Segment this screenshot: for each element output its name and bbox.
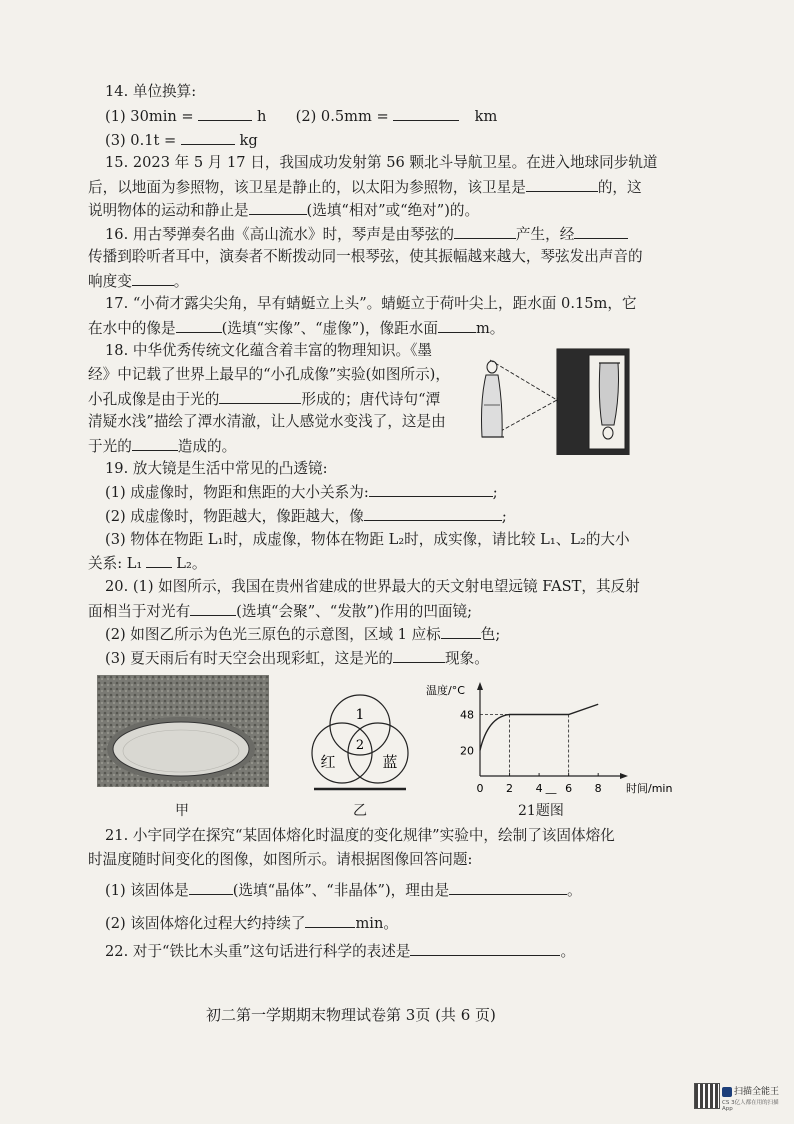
q14-row-2 xyxy=(105,130,258,151)
blank xyxy=(393,106,459,121)
person-figure xyxy=(482,361,505,437)
q17-l2b: (选填“实像”、“虚像”)，像距水面 xyxy=(221,320,438,337)
blank xyxy=(574,224,628,239)
q20-l2b: (选填“会聚”、“发散”)作用的凹面镜; xyxy=(236,603,473,620)
q20-line-3 xyxy=(105,624,500,645)
q14-p1a: (1) 30min = xyxy=(105,108,194,125)
q21-s1b: (选填“晶体”、“非晶体”)，理由是 xyxy=(232,882,450,899)
blank xyxy=(219,389,301,404)
region-2-label: 2 xyxy=(355,738,365,753)
q14-row-1 xyxy=(105,106,497,127)
x-tick-label: 0 xyxy=(476,782,484,795)
q17-l2c: m。 xyxy=(475,320,505,337)
q22-line xyxy=(105,941,575,962)
x-axis-label: 时间/min xyxy=(626,782,673,795)
qr-code-icon xyxy=(694,1083,720,1109)
caption-yi: 乙 xyxy=(353,803,367,819)
q21-line-1: 21. 小宇同学在探究“某固体熔化时温度的变化规律”实验中，绘制了该固体熔化 xyxy=(105,827,615,844)
color-venn-diagram xyxy=(300,687,420,795)
q21-s2 xyxy=(105,913,398,934)
q20-line-1: 20. (1) 如图所示，我国在贵州省建成的世界最大的天文射电望远镜 FAST，其反射 xyxy=(105,578,640,595)
x-tick-label: 8 xyxy=(594,782,602,795)
blank xyxy=(146,553,172,568)
page-footer: 初二第一学期期末物理试卷第 3页 (共 6 页) xyxy=(206,1006,496,1024)
q19-s2: (2) 成虚像时，物距越大，像距越大，像 ; xyxy=(105,508,507,525)
q19-s4b: L₂。 xyxy=(176,555,207,572)
q16-line-1 xyxy=(105,224,628,245)
pinhole-figure xyxy=(470,345,670,455)
q17-l2a: 在水中的像是 xyxy=(88,320,176,337)
q21-s2b: min。 xyxy=(355,915,398,932)
scanner-badge xyxy=(694,1083,780,1112)
q18-line-1: 18. 中华优秀传统文化蕴含着丰富的物理知识。《墨 xyxy=(105,342,433,359)
q14-title: 14. 单位换算: xyxy=(105,83,197,100)
q16-line-3 xyxy=(88,271,188,292)
q18-l3b: 形成的；唐代诗句“潭 xyxy=(301,391,441,408)
x-tick-label: 6 xyxy=(565,782,573,795)
red-label: 红 xyxy=(320,753,336,771)
caption-dash: — xyxy=(545,786,557,800)
blank xyxy=(190,601,236,616)
q17-line-2 xyxy=(88,318,504,339)
blank xyxy=(305,913,355,928)
melting-chart xyxy=(420,678,680,800)
blank xyxy=(438,318,476,333)
y-tick-label: 48 xyxy=(460,708,474,722)
caption-jia: 甲 xyxy=(175,803,189,819)
q18-l5a: 于光的 xyxy=(88,438,132,455)
q15-l3a: 说明物体的运动和静止是 xyxy=(88,202,249,219)
blank xyxy=(441,624,481,639)
blank xyxy=(176,318,222,333)
q18-l5b: 造成的。 xyxy=(177,438,237,455)
q16-l1b: 产生，经 xyxy=(515,226,575,243)
blank xyxy=(369,482,493,497)
q22-b: 。 xyxy=(560,943,576,960)
blank xyxy=(526,177,598,192)
blank xyxy=(189,880,233,895)
q19-s1-text: (1) 成虚像时，物距和焦距的大小关系为: xyxy=(105,484,369,501)
q17-line-1: 17. “小荷才露尖尖角，早有蜻蜓立上头”。蜻蜓立于荷叶尖上，距水面 0.15m，它 xyxy=(105,295,637,312)
blank xyxy=(364,506,502,521)
q16-l1a: 16. 用古琴弹奏名曲《高山流水》时，琴声是由琴弦的 xyxy=(105,226,454,243)
q14-p3a: (3) 0.1t = xyxy=(105,132,177,149)
temperature-series-line xyxy=(480,704,598,750)
x-tick-label: 4 xyxy=(535,782,543,795)
q20-l3b: 色; xyxy=(480,626,501,643)
q14-p2a: (2) 0.5mm = xyxy=(295,108,389,125)
q20-l3a: (2) 如图乙所示为色光三原色的示意图，区域 1 应标 xyxy=(105,626,441,643)
q19-title: 19. 放大镜是生活中常见的凸透镜: xyxy=(105,460,328,477)
q21-s1 xyxy=(105,880,582,901)
blank xyxy=(249,200,307,215)
fast-telescope-photo xyxy=(97,675,269,787)
q20-l2a: 面相当于对光有 xyxy=(88,603,191,620)
q19-s4 xyxy=(88,553,206,574)
q21-s1c: 。 xyxy=(567,882,582,899)
x-axis-arrow xyxy=(620,773,628,779)
q15-line-3 xyxy=(88,200,479,221)
blank xyxy=(181,130,235,145)
q22-a: 22. 对于“铁比木头重”这句话进行科学的表述是 xyxy=(105,943,411,960)
q15-line-2 xyxy=(88,177,642,198)
q14-p3b: kg xyxy=(239,132,258,149)
q20-l4b: 现象。 xyxy=(445,650,489,667)
q18-l3a: 小孔成像是由于光的 xyxy=(88,391,220,408)
q15-l2a: 后，以地面为参照物，该卫星是静止的，以太阳为参照物，该卫星是 xyxy=(88,179,526,196)
q20-line-4 xyxy=(105,648,489,669)
blank xyxy=(393,648,445,663)
y-axis-arrow xyxy=(477,682,483,690)
q18-line-5 xyxy=(88,436,236,457)
blank xyxy=(132,271,174,286)
q16-l3a: 响度变 xyxy=(88,273,132,290)
q18-line-3 xyxy=(88,389,440,410)
blank xyxy=(449,880,567,895)
q18-line-4: 清疑水浅”描绘了潭水清澈，让人感觉水变浅了，这是由 xyxy=(88,413,446,430)
q15-l3b: (选填“相对”或“绝对”)的。 xyxy=(306,202,480,219)
q16-l3b: 。 xyxy=(173,273,189,290)
circle-blue xyxy=(348,723,408,783)
blue-label: 蓝 xyxy=(382,753,398,771)
q14-p1b: h xyxy=(256,108,267,125)
q21-s1a: (1) 该固体是 xyxy=(105,882,189,899)
badge-name: 扫描全能王 xyxy=(734,1087,780,1097)
blank xyxy=(132,436,178,451)
blank xyxy=(410,941,560,956)
q21-line-2: 时温度随时间变化的图像，如图所示。请根据图像回答问题: xyxy=(88,851,473,868)
blank xyxy=(454,224,516,239)
blank xyxy=(198,106,252,121)
q20-l4a: (3) 夏天雨后有时天空会出现彩虹，这是光的 xyxy=(105,650,394,667)
camscanner-logo-icon xyxy=(722,1087,732,1097)
y-axis-label: 温度/°C xyxy=(426,684,465,697)
region-1-label: 1 xyxy=(355,707,365,723)
q15-line-1: 15. 2023 年 5 月 17 日，我国成功发射第 56 颗北斗导航卫星。在进入地球同步轨道 xyxy=(105,154,658,171)
badge-sub: CS 3亿人都在用的扫描App xyxy=(722,1100,779,1112)
x-tick-label: 2 xyxy=(506,782,514,795)
y-tick-label: 20 xyxy=(460,744,474,758)
q15-l2b: 的，这 xyxy=(597,179,642,196)
q20-line-2 xyxy=(88,601,472,622)
q16-line-2: 传播到聆听者耳中，演奏者不断拨动同一根琴弦，使其振幅越来越大，琴弦发出声音的 xyxy=(88,248,643,265)
q19-s2-text: (2) 成虚像时，物距越大，像距越大，像 xyxy=(105,508,364,525)
q21-s2a: (2) 该固体熔化过程大约持续了 xyxy=(105,915,306,932)
q19-s1: (1) 成虚像时，物距和焦距的大小关系为: ; xyxy=(105,484,498,501)
q19-s3: (3) 物体在物距 L₁时，成虚像，物体在物距 L₂时，成实像，请比较 L₁、L₂的大小 xyxy=(105,531,630,548)
q19-s4a: 关系: L₁ xyxy=(88,555,143,572)
caption-21: 21题图 xyxy=(518,803,564,819)
q14-p2b: km xyxy=(474,108,498,125)
q18-line-2: 经》中记载了世界上最早的“小孔成像”实验(如图所示)， xyxy=(88,366,450,383)
